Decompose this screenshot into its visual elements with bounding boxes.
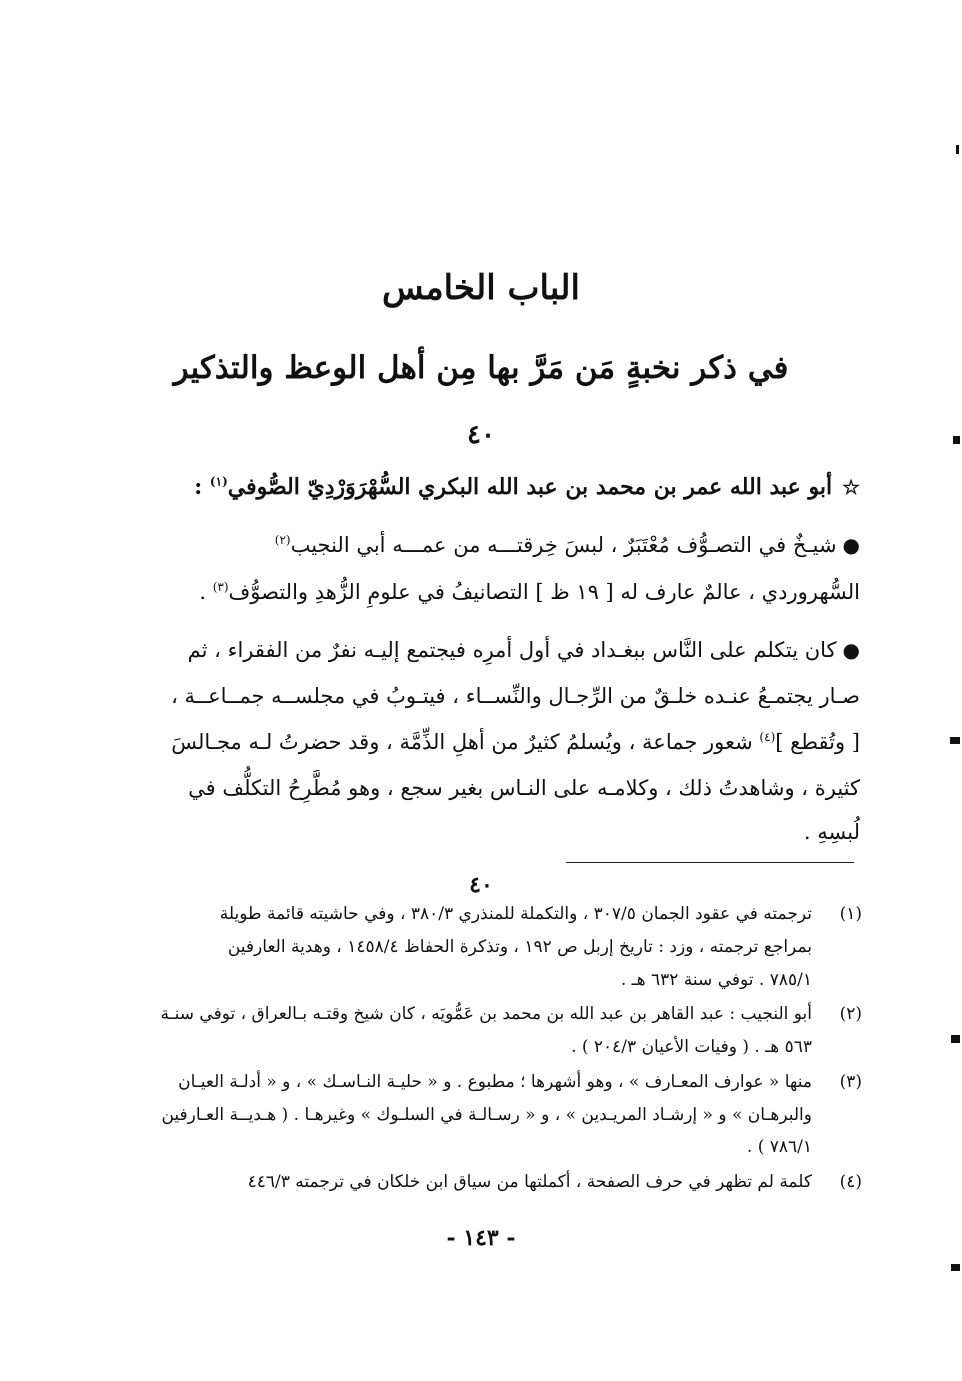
scan-edge-mark <box>950 737 960 744</box>
footnote-ref-4: (٤) <box>759 730 776 744</box>
footnote-4-line-1: كلمة لم تظهر في حرف الصفحة ، أكملتها من سياق ابن خلكان في ترجمته ٤٤٦/٣ <box>247 1172 812 1192</box>
bullet-icon: ● <box>842 533 860 557</box>
footnote-number-2: (٢) <box>839 1004 862 1024</box>
para1-line2-end: . <box>199 580 213 604</box>
para2-line4: كثيرة ، وشاهدتُ ذلك ، وكلامـه على النـاس بغير سجع ، وهو مُطَّرِحُ التكلُّف في <box>188 776 860 800</box>
scan-edge-mark <box>951 1035 960 1043</box>
footnote-number-1: (١) <box>839 904 862 924</box>
para2-line3-bracket: [ وتُقطع ] <box>775 730 860 754</box>
page-number: - ١٤٣ - <box>446 1225 516 1251</box>
para1-line2-text: السُّهروردي ، عالمٌ عارف له [ ١٩ ظ ] التصانيفُ في علومِ الزُّهدِ والتصوُّف <box>228 580 860 604</box>
footnote-ref-2: (٢) <box>274 533 291 547</box>
para2-line2: صـار يجتمـعُ عنـده خلـقٌ من الرِّجـال والنِّســاء ، فيتـوبُ في مجلســه جمــاعــة ، <box>171 684 860 708</box>
para2-line1-text: كان يتكلم على النَّاس ببغـداد في أول أمرِه فيجتمع إليـه نفرٌ من الفقراء ، ثم <box>187 638 837 662</box>
footnote-entry-number: ٤٠ <box>469 872 493 898</box>
entry-number: ٤٠ <box>467 420 495 450</box>
chapter-subtitle: في ذكر نخبةٍ مَن مَرَّ بها مِن أهل الوعظ والتذكير <box>173 350 789 386</box>
para1-line1 <box>182 533 860 557</box>
scan-edge-mark <box>951 1264 960 1271</box>
footnote-number-3: (٣) <box>839 1072 862 1092</box>
footnote-1-line-3: ٧٨٥/١ . توفي سنة ٦٣٢ هـ . <box>620 970 812 990</box>
para1-line1-text: شيـخٌ في التصـوُّف مُعْتَبَرٌ ، لبسَ خِرقتـــه من عمـــه أبي النجيب <box>290 533 837 557</box>
footnote-divider <box>566 862 854 863</box>
entry-heading-text: أبو عبد الله عمر بن محمد بن عبد الله البكري السُّهْرَوَرْدِيّ الصُّوفي <box>227 474 833 500</box>
para2-line3-text: شعور جماعة ، ويُسلمُ كثيرٌ من أهلِ الذِّمَّة ، وقد حضرتُ لـه مجـالسَ <box>171 730 760 754</box>
scan-edge-mark <box>953 436 960 444</box>
footnote-number-4: (٤) <box>839 1172 862 1192</box>
footnote-3-line-3: ٧٨٦/١ ) . <box>746 1137 812 1157</box>
para1-line2 <box>182 580 860 604</box>
para2-line1 <box>182 638 860 662</box>
footnote-2-line-1: أبو النجيب : عبد القاهر بن عبد الله بن محمد بن عَمُّويَه ، كان شيخ وقتـه بـالعراق ، توفي سنـة <box>160 1004 812 1024</box>
footnote-2-line-2: ٥٦٣ هـ . ( وفيات الأعيان ٢٠٤/٣ ) . <box>571 1037 812 1057</box>
footnote-3-line-2: والبرهـان » و « إرشـاد المريـدين » ، و « رسـالـة في السلـوك » وغيرهـا . ( هـديــة العـارفين <box>161 1105 812 1125</box>
para2-line3 <box>171 730 860 754</box>
footnote-1-line-2: بمراجع ترجمته ، وزد : تاريخ إربل ص ١٩٢ ، وتذكرة الحفاظ ١٤٥٨/٤ ، وهدية العارفين <box>227 937 812 957</box>
chapter-title: الباب الخامس <box>382 268 580 308</box>
footnote-1-line-1: ترجمته في عقود الجمان ٣٠٧/٥ ، والتكملة للمنذري ٣٨٠/٣ ، وفي حاشيته قائمة طويلة <box>219 904 812 924</box>
footnote-3-line-1: منها « عوارف المعـارف » ، وهو أشهرها ؛ مطبوع . و « حليـة النـاسـك » ، و « أدلـة العيـان <box>178 1072 812 1092</box>
footnote-ref-1: (١) <box>209 474 228 489</box>
bullet-icon: ● <box>842 638 860 662</box>
entry-heading <box>182 474 860 500</box>
para2-line5: لُبسِهِ . <box>803 820 860 844</box>
footnote-ref-3: (٣) <box>212 580 229 594</box>
entry-heading-suffix: : <box>194 474 210 500</box>
scan-edge-mark <box>956 145 959 154</box>
star-icon: ☆ <box>842 475 860 499</box>
